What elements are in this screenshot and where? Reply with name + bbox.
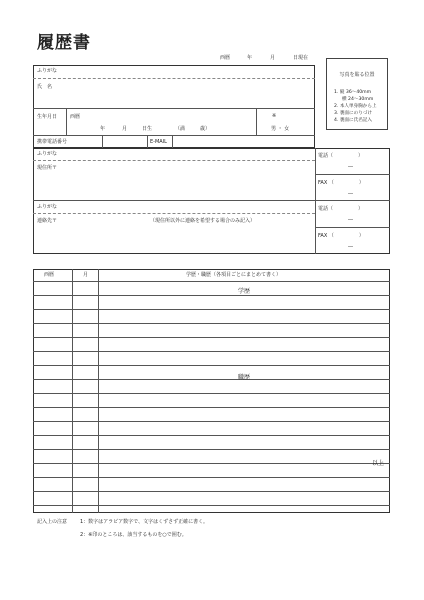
address2-furigana-divider [33,213,315,214]
address2-fax: FAX （ ） [318,233,364,239]
table-row-line [33,281,390,282]
address2-fax-dash: ― [348,244,353,250]
table-row-line [33,295,390,296]
birth-label-divider [66,108,67,135]
note-item: 2：※印のところは、該当するものを○で囲む。 [80,532,187,538]
address2-phone: 電話（ ） [318,206,364,212]
photo-notes [334,89,377,124]
photo-note: 横 24～30mm [342,97,374,102]
table-row-line [33,323,390,324]
table-row-line [33,351,390,352]
photo-title: 写真を貼る位置 [339,72,375,78]
birth-divider [33,135,315,136]
career-heading: 職歴 [238,374,251,381]
date-seireki: 西暦 [220,55,231,61]
furigana-divider [33,78,315,79]
contact-column-divider [315,148,316,254]
education-heading: 学歴 [238,288,251,295]
mobile-label-divider [102,135,103,148]
note-item: 1：数字はアラビア数字で、文字はくずさず正確に書く。 [80,519,208,525]
address-split-divider [33,200,390,201]
table-row-line [33,491,390,492]
photo-note: 1. 縦 36～40mm [334,90,372,95]
closing-mark: 以上 [372,460,385,467]
address1-label: 現住所〒 [37,165,58,171]
table-row-line [33,393,390,394]
address1-furigana-divider [33,160,315,161]
name-divider [33,108,315,109]
gender-options: 男 ・ 女 [271,126,290,132]
furigana-label: ふりがな [37,68,58,74]
birth-month-unit: 月 [122,126,128,132]
address1-furigana: ふりがな [37,151,58,157]
table-row-line [33,449,390,450]
table-row-line [33,477,390,478]
address2-note: （現住所以外に連絡を希望する場合のみ記入） [150,218,256,224]
notes-label: 記入上の注意 [37,519,68,525]
table-row-line [33,379,390,380]
table-row-line [33,435,390,436]
photo-note: 2. 本人単身胸から上 [334,104,377,109]
col-year-header: 西暦 [44,272,55,278]
date-year: 年 [247,55,253,61]
email-label-right-divider [172,135,173,148]
address1-fax-dash: ― [348,191,353,197]
table-row-line [33,505,390,506]
name-label: 氏 名 [37,84,53,90]
address2-phone-dash: ― [348,217,353,223]
birthdate-label: 生年月日 [37,114,58,120]
phone-fax-divider-1 [315,174,390,175]
birth-day-unit: 日生 [142,126,153,132]
email-label: E-MAIL [150,139,167,145]
address2-furigana: ふりがな [37,204,58,210]
address1-phone: 電話（ ） [318,153,364,159]
birth-seireki: 西暦 [70,114,81,120]
address2-label: 連絡先〒 [37,218,58,224]
birth-year-unit: 年 [100,126,106,132]
table-row-line [33,421,390,422]
photo-area [326,58,388,130]
table-row-line [33,407,390,408]
photo-note: 4. 裏面に氏名記入 [334,118,373,123]
phone-fax-divider-2 [315,227,390,228]
photo-note: 3. 裏面にのりづけ [334,111,373,116]
page-title: 履歴書 [37,33,91,53]
mobile-label: 携帯電話番号 [37,139,68,145]
date-month: 月 [270,55,276,61]
date-day: 日現在 [293,55,309,61]
col-detail-header: 学歴・職歴（各項目ごとにまとめて書く） [186,272,282,278]
age-field: （満 歳） [175,126,211,132]
gender-divider [256,108,257,135]
col-month-header: 月 [83,272,89,278]
table-row-line [33,365,390,366]
table-row-line [33,337,390,338]
gender-mark: ※ [272,113,277,119]
address1-fax: FAX （ ） [318,180,364,186]
table-row-line [33,309,390,310]
address1-phone-dash: ― [348,164,353,170]
table-row-line [33,463,390,464]
email-label-left-divider [147,135,148,148]
